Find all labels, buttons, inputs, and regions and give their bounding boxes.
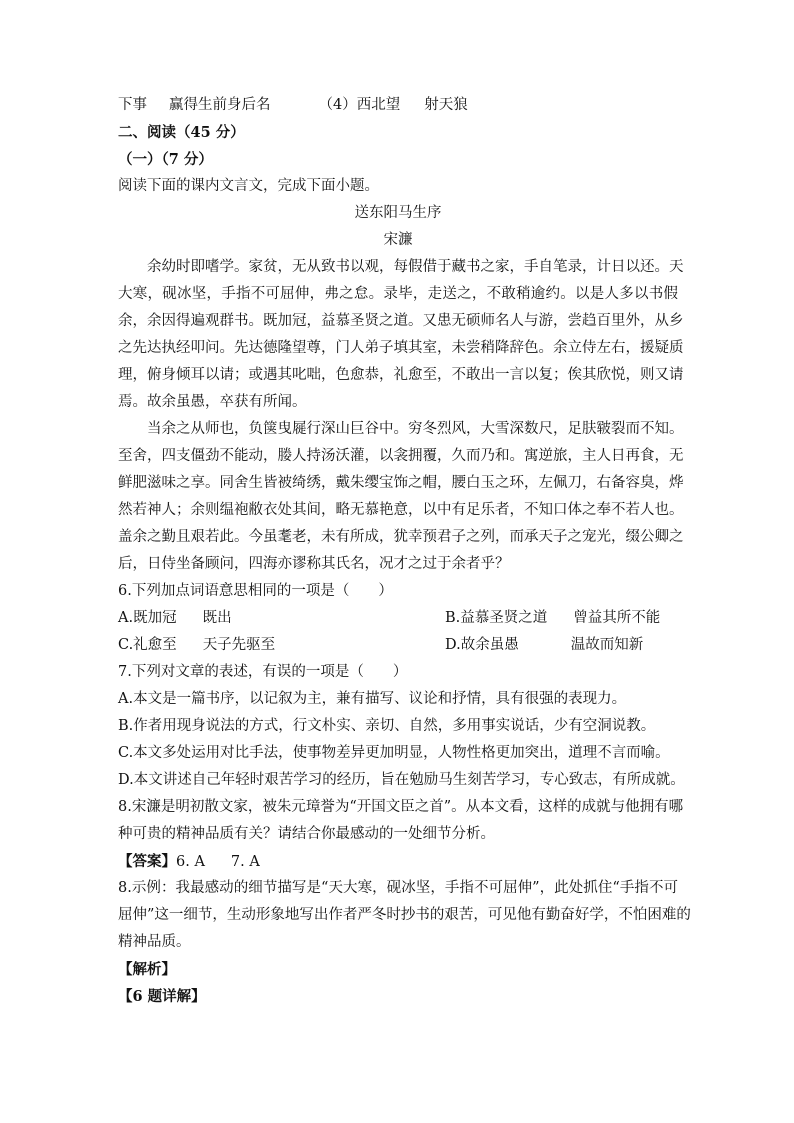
option-6b: B.益慕圣贤之道 曾益其所不能: [445, 610, 661, 626]
passage-paragraph-1: [118, 254, 684, 416]
passage-line: 盖余之勤且艰若此。今虽耄老，未有所成，犹幸预君子之列，而承天子之宠光，缀公卿之: [118, 529, 684, 545]
option-6a: A.既加冠 既出: [118, 610, 232, 626]
passage-line: 后，日侍坐备顾问，四海亦谬称其氏名，况才之过于余者乎？: [118, 556, 510, 572]
passage-line: 之先达执经叩问。先达德隆望尊，门人弟子填其室，未尝稍降辞色。余立侍左右，援疑质: [118, 340, 684, 356]
sub-heading: （一）（7 分）: [118, 151, 213, 168]
document-content: [118, 92, 691, 1010]
passage-line: 当余之从师也，负箧曳屣行深山巨谷中。穷冬烈风，大雪深数尺，足肤皲裂而不知。: [147, 421, 684, 437]
option-7b: B.作者用现身说法的方式，行文朴实、亲切、自然，多用事实说话，少有空洞说教。: [118, 718, 656, 734]
question-8-line: 种可贵的精神品质有关？请结合你最感动的一处细节分析。: [118, 826, 495, 842]
passage-line: 余幼时即嗜学。家贫，无从致书以观，每假借于藏书之家，手自笔录，计日以还。天: [147, 259, 684, 275]
answer-7: 7. A: [230, 854, 260, 870]
passage-line: 理，俯身倾耳以请；或遇其叱咄，色愈恭，礼愈至，不敢出一言以复；俟其欣悦，则又请: [118, 367, 684, 383]
option-7d: D.本文讲述自己年轻时艰苦学习的经历，旨在勉励马生刻苦学习，专心致志，有所成就。: [118, 772, 685, 788]
answer-8-line: 屈伸”这一细节，生动形象地写出作者严冬时抄书的艰苦，可见他有勤奋好学，不怕困难的: [118, 907, 691, 923]
question-6-options-cd: [118, 632, 678, 659]
top-line-a: 下事: [118, 97, 147, 113]
option-6c: C.礼愈至 天子先驱至: [118, 637, 276, 653]
top-line-d: 射天狼: [424, 97, 468, 113]
question-6-stem: 6.下列加点词语意思相同的一项是（ ）: [118, 583, 393, 599]
passage-line: 焉。故余虽愚，卒获有所闻。: [118, 394, 307, 410]
answer-line: [118, 848, 678, 875]
passage-title: 送东阳马生序: [354, 205, 442, 221]
passage-author: 宋濂: [383, 232, 413, 248]
passage-line: 至舍，四支僵劲不能动，媵人持汤沃灌，以衾拥覆，久而乃和。寓逆旅，主人日再食，无: [118, 448, 684, 464]
answer-8-line: 精神品质。: [118, 934, 191, 950]
question-8-line: 8.宋濂是明初散文家，被朱元璋誉为“开国文臣之首”。从本文看，这样的成就与他拥有哪: [118, 799, 684, 815]
passage-line: 然若神人；余则缊袍敝衣处其间，略无慕艳意，以中有足乐者，不知口体之奉不若人也。: [118, 502, 684, 518]
passage-line: 鲜肥滋味之享。同舍生皆被绮绣，戴朱缨宝饰之帽，腰白玉之环，左佩刀，右备容臭，烨: [118, 475, 684, 491]
passage-line: 余，余因得遍观群书。既加冠，益慕圣贤之道。又患无硕师名人与游，尝趋百里外，从乡: [118, 313, 684, 329]
answer-label: 【答案】: [118, 853, 176, 870]
answer-8-line: 8.示例：我最感动的细节描写是“天大寒，砚冰坚，手指不可屈伸”，此处抓住“手指不可: [118, 880, 678, 896]
top-line: [118, 92, 678, 119]
top-line-b: 赢得生前身后名: [169, 97, 271, 113]
top-line-c: （4）西北望: [318, 97, 401, 113]
instruction: 阅读下面的课内文言文，完成下面小题。: [118, 178, 379, 194]
question-7-stem: 7.下列对文章的表述，有误的一项是（ ）: [118, 664, 408, 680]
section-heading: 二、阅读（45 分）: [118, 124, 245, 141]
passage-line: 大寒，砚冰坚，手指不可屈伸，弗之怠。录毕，走送之，不敢稍逾约。以是人多以书假: [118, 286, 678, 302]
option-7c: C.本文多处运用对比手法，使事物差异更加明显，人物性格更加突出，道理不言而喻。: [118, 745, 670, 761]
question-6-detail-label: 【6 题详解】: [118, 988, 206, 1005]
passage-paragraph-2: [118, 416, 684, 578]
analysis-label: 【解析】: [118, 961, 176, 978]
option-7a: A.本文是一篇书序，以记叙为主，兼有描写、议论和抒情，具有很强的表现力。: [118, 691, 627, 707]
question-6-options-ab: [118, 605, 678, 632]
option-6d: D.故余虽愚 温故而知新: [445, 637, 644, 653]
answer-6: 6. A: [176, 854, 205, 870]
